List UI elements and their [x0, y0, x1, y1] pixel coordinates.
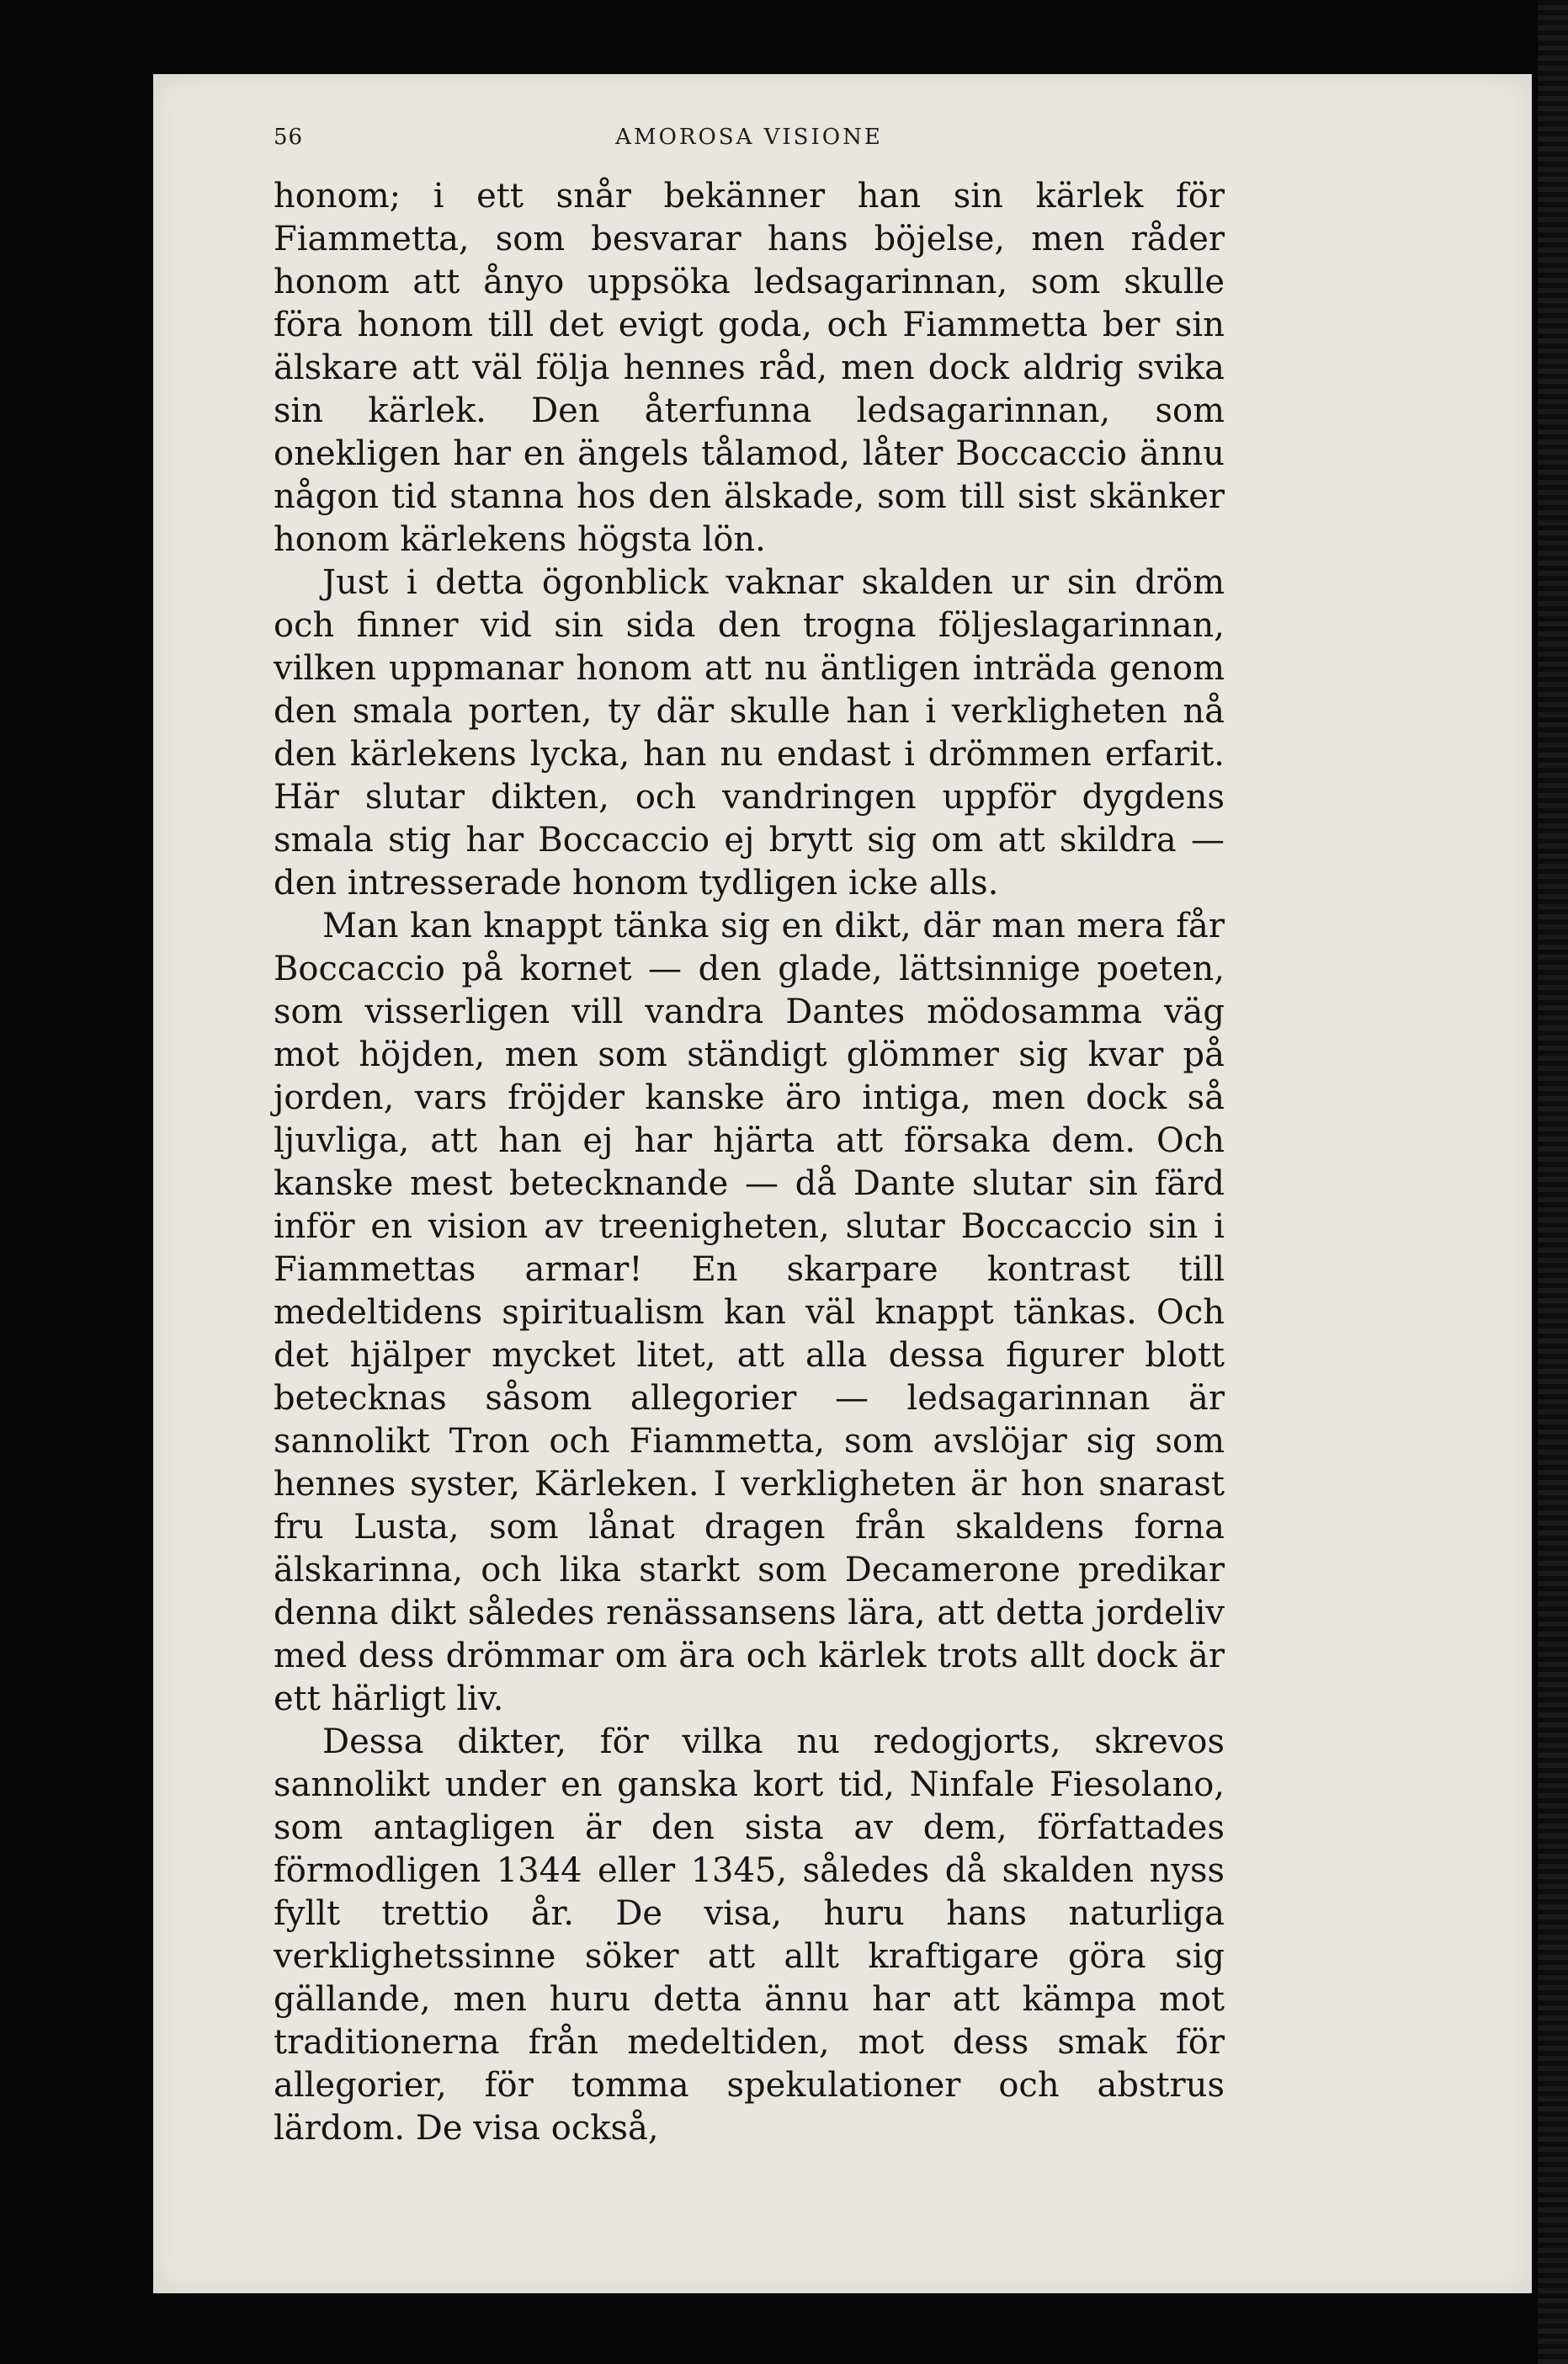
scan-edge-strip: [1538, 0, 1568, 2364]
paragraph-4: Dessa dikter, för vilka nu redogjorts, skrevos sannolikt under en ganska kort tid, Ninfale Fiesolano, som antagligen är den sista av dem, författades förmodligen 1344 eller 1345, således då skalden nyss fyllt trettio år. De visa, huru hans naturliga verklighetssinne söker att allt kraftigare göra sig gällande, men huru detta ännu har att kämpa mot traditionerna från medeltiden, mot dess smak för allegorier, för tomma spekulationer och abstrus lärdom. De visa också,: [274, 1722, 1225, 2148]
paragraph-2: Just i detta ögonblick vaknar skalden ur sin dröm och finner vid sin sida den trogna följeslagarinnan, vilken uppmanar honom att nu äntligen inträda genom den smala porten, ty där skulle han i verkligheten nå den kärlekens lycka, han nu endast i drömmen erfarit. Här slutar dikten, och vandringen uppför dygdens smala stig har Boccaccio ej brytt sig om att skildra — den intresserade honom tydligen icke alls.: [274, 563, 1225, 902]
running-head: [274, 125, 1225, 167]
page-number: 56: [274, 125, 304, 150]
body-text: [274, 175, 1225, 2150]
running-title: AMOROSA VISIONE: [615, 125, 883, 150]
paragraph-1: honom; i ett snår bekänner han sin kärlek för Fiammetta, som besvarar hans böjelse, men råder honom att ånyo uppsöka ledsagarinnan, som skulle föra honom till det evigt goda, och Fiammetta ber sin älskare att väl följa hennes råd, men dock aldrig svika sin kärlek. Den återfunna ledsagarinnan, som onekligen har en ängels tålamod, låter Boccaccio ännu någon tid stanna hos den älskade, som till sist skänker honom kärlekens högsta lön.: [274, 177, 1225, 559]
paragraph-3: Man kan knappt tänka sig en dikt, där man mera får Boccaccio på kornet — den glade, lättsinnige poeten, som visserligen vill vandra Dantes mödosamma väg mot höjden, men som ständigt glömmer sig kvar på jorden, vars fröjder kanske äro intiga, men dock så ljuvliga, att han ej har hjärta att försaka dem. Och kanske mest betecknande — då Dante slutar sin färd inför en vision av treenigheten, slutar Boccaccio sin i Fiammettas armar! En skarpare kontrast till medeltidens spiritualism kan väl knappt tänkas. Och det hjälper mycket litet, att alla dessa figurer blott betecknas såsom allegorier — ledsagarinnan är sannolikt Tron och Fiammetta, som avslöjar sig som hennes syster, Kärleken. I verkligheten är hon snarast fru Lusta, som lånat dragen från skaldens forna älskarinna, och lika starkt som Decamerone predikar denna dikt således renässansens lära, att detta jordeliv med dess drömmar om ära och kärlek trots allt dock är ett härligt liv.: [274, 907, 1225, 1718]
